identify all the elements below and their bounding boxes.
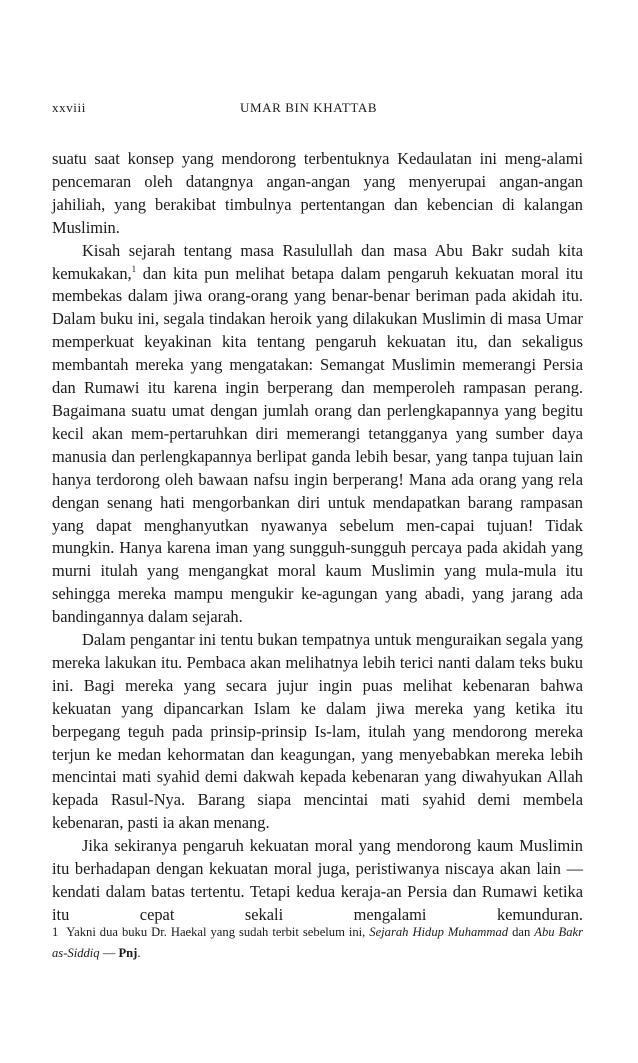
footnote-text-start: Yakni dua buku Dr. Haekal yang sudah terbit sebelum ini, xyxy=(66,925,370,939)
paragraph-moral-force: Jika sekiranya pengaruh kekuatan moral yang mendorong kaum Muslimin itu berhadapan dengan kekuatan moral juga, peristiwanya niscaya akan lain — kendati dalam batas tertentu. Tetapi kedua keraja-an Persia dan Rumawi ketika itu cepat sekali mengalami kemunduran. xyxy=(52,836,583,924)
footnote-text-middle: dan xyxy=(508,925,535,939)
running-header xyxy=(52,100,582,120)
paragraph-history-start: Kisah sejarah tentang masa Rasulullah dan masa Abu Bakr sudah kita kemukakan, xyxy=(52,240,583,283)
footnote-period: . xyxy=(137,945,141,960)
page-number: xxviii xyxy=(52,100,86,115)
paragraph-introduction: Dalam pengantar ini tentu bukan tempatnya untuk menguraikan segala yang mereka lakukan itu. Pembaca akan melihatnya lebih terici nanti dalam teks buku ini. Bagi mereka yang secara jujur ingin puas melihat kebenaran bahwa kekuatan yang dipancarkan Islam ke dalam jiwa mereka yang ketika itu berpegang teguh pada prinsip-prinsip Is-lam, itulah yang mendorong mereka terjun ke medan kehormatan dan keagungan, yang menyebabkan mereka lebih mencintai mati syahid demi dakwah kepada kebenaran yang diwahyukan Allah kepada Rasul-Nya. Barang siapa mencintai mati syahid demi membela kebenaran, pasti ia akan menang. xyxy=(52,630,583,833)
footnote-reference: 1 xyxy=(131,263,137,274)
footnote-number: 1 xyxy=(52,925,59,939)
footnote-text-end: — xyxy=(99,945,119,960)
footnote xyxy=(52,922,583,963)
footnote-book-title-2: Abu Bakr as-Siddiq xyxy=(52,925,584,960)
paragraph-history-rest: dan kita pun melihat betapa dalam pengaruh kekuatan moral itu membekas dalam jiwa orang-orang yang benar-benar beriman pada akidah itu. Dalam buku ini, segala tindakan heroik yang dilakukan Muslimin di masa Umar memperkuat keyakinan kita tentang pengaruh kekuatan itu, dan sekaligus membantah mereka yang mengatakan: Semangat Muslimin memerangi Persia dan Rumawi itu karena ingin berperang dan memperoleh rampasan perang. Bagaimana suatu umat dengan jumlah orang dan perlengkapannya yang begitu kecil akan mem-pertaruhkan diri memerangi tetangganya yang sumber daya manusia dan perlengkapannya berlipat ganda lebih besar, yang tanpa tujuan lain hanya terdorong oleh bawaan nafsu ingin berperang! Mana ada orang yang rela dengan senang hati mengorbankan diri untuk mendapatkan barang rampasan yang dapat menghanyutkan nyawanya sebelum men-capai tujuan! Tidak mungkin. Hanya karena iman yang sungguh-sungguh percaya pada akidah yang murni itulah yang mengangkat moral kaum Muslimin yang mula-mula itu sehingga mereka mampu mengukir ke-agungan yang abadi, yang jarang ada bandingannya dalam sejarah. xyxy=(52,263,583,627)
footnote-book-title-1: Sejarah Hidup Muhammad xyxy=(369,925,509,939)
body-text xyxy=(52,148,583,927)
book-title: UMAR BIN KHATTAB xyxy=(240,100,378,115)
footnote-credit: Pnj xyxy=(118,945,138,960)
paragraph-history xyxy=(52,240,583,629)
paragraph-continued: suatu saat konsep yang mendorong terbentuknya Kedaulatan ini meng-alami pencemaran oleh datangnya angan-angan yang menyerupai angan-angan jahiliah, yang berakibat timbulnya pertentangan dan kebencian di kalangan Muslimin. xyxy=(52,149,583,237)
